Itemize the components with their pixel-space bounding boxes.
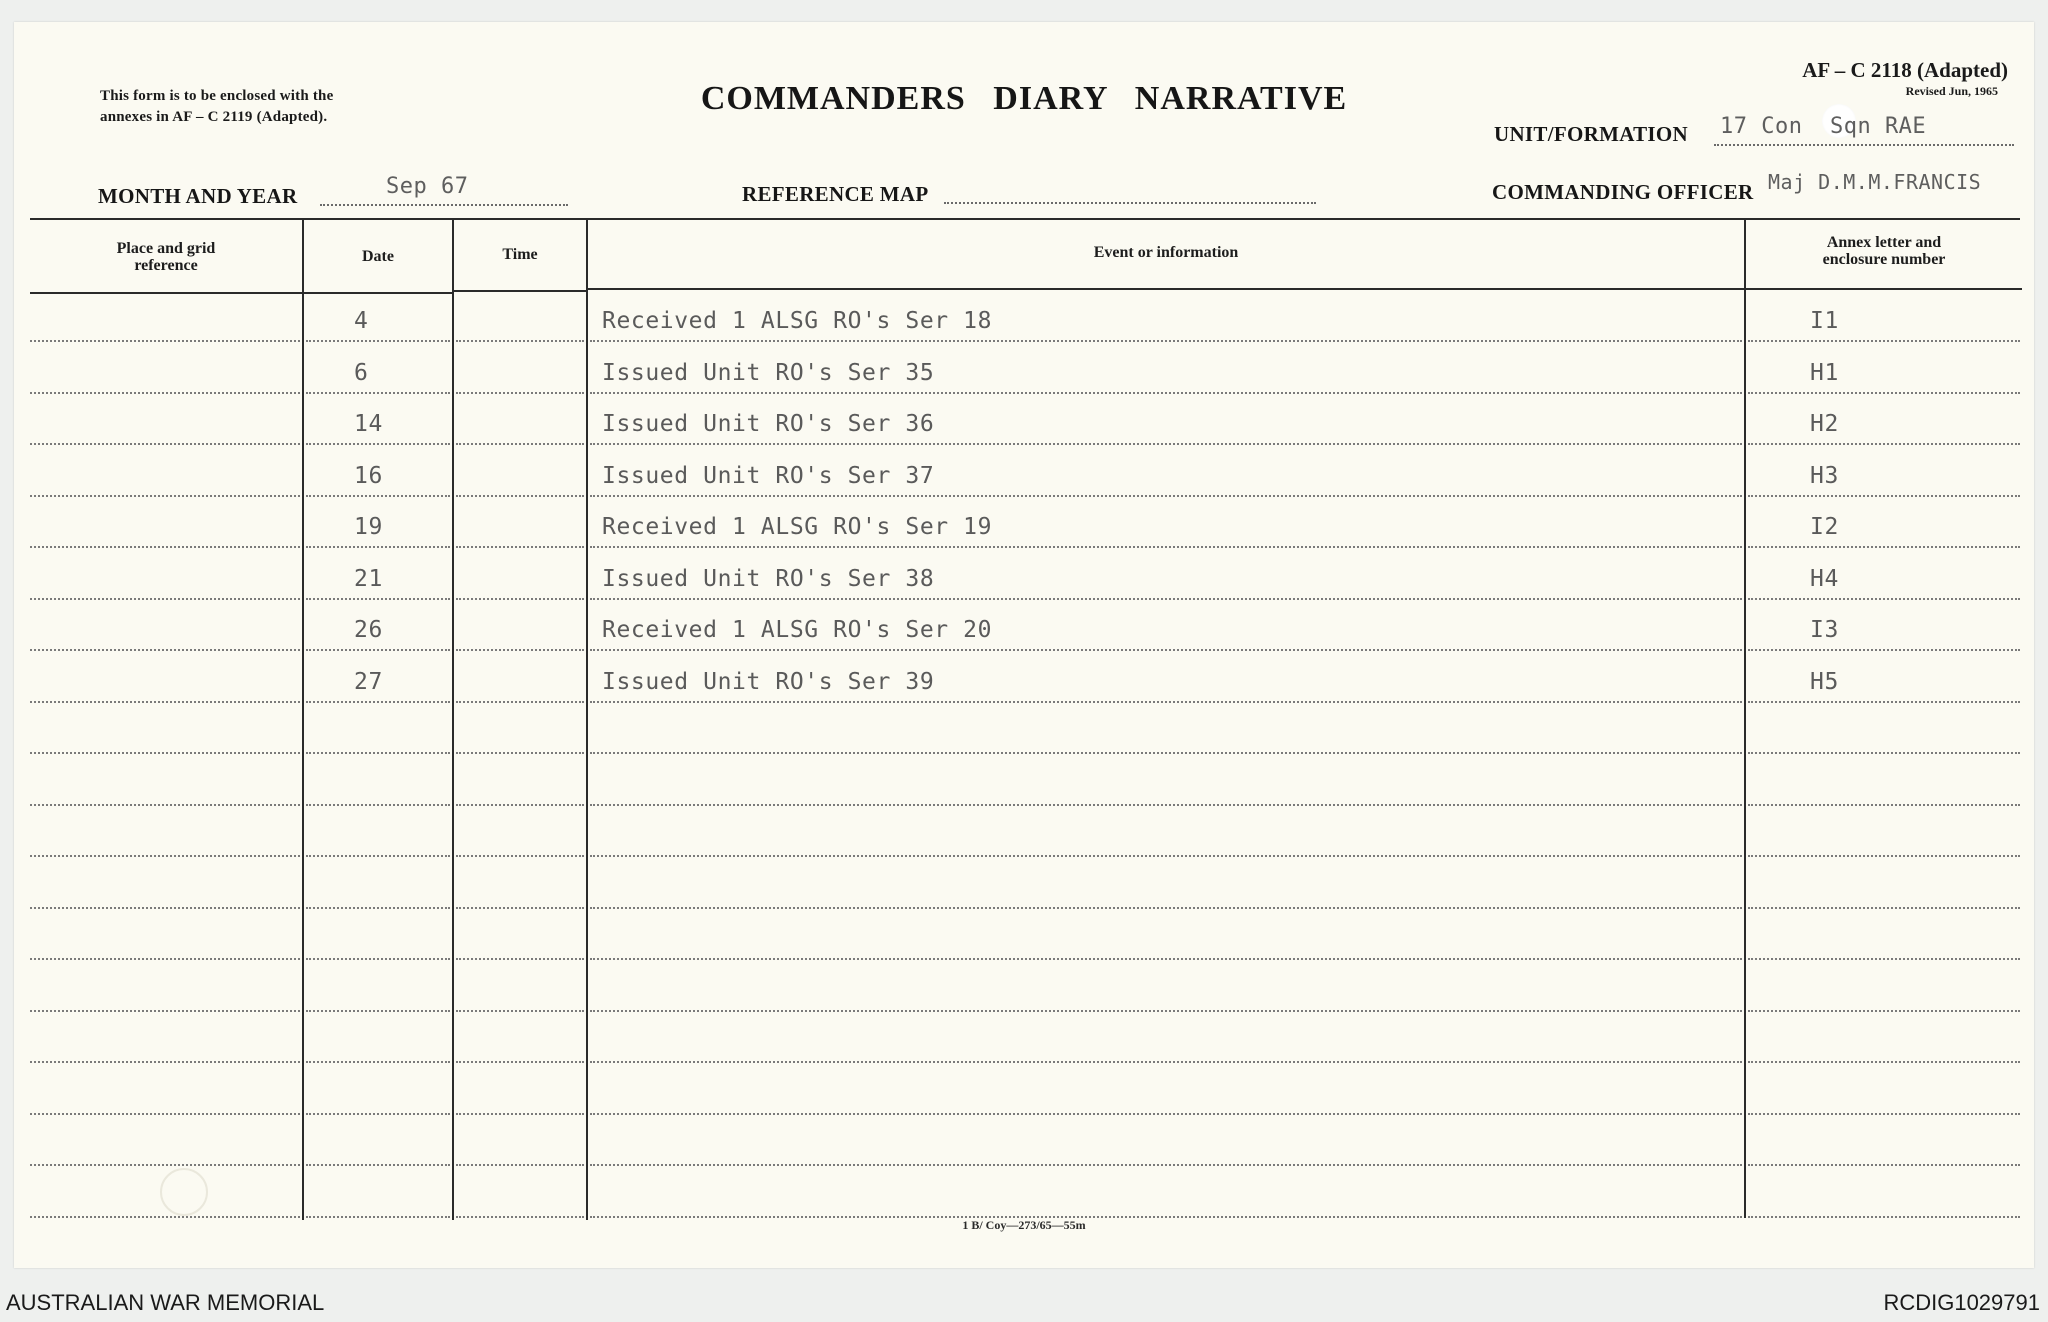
- commanding-officer-value: Maj D.M.M.FRANCIS: [1768, 170, 1982, 194]
- reference-map-line: [944, 202, 1316, 204]
- row-rule-time: [456, 752, 584, 754]
- row-rule-time: [456, 701, 584, 703]
- row-event: Issued Unit RO's Ser 35: [602, 360, 935, 386]
- row-rule-event: [590, 1010, 1742, 1012]
- row-rule-place: [30, 495, 300, 497]
- row-rule-date: [306, 1010, 450, 1012]
- reference-map-label: REFERENCE MAP: [742, 182, 929, 206]
- row-rule-event: [590, 752, 1742, 754]
- row-rule-event: [590, 598, 1742, 600]
- archive-institution: AUSTRALIAN WAR MEMORIAL: [6, 1290, 325, 1315]
- row-rule-event: [590, 392, 1742, 394]
- row-rule-time: [456, 392, 584, 394]
- row-rule-annex: [1748, 1010, 2020, 1012]
- row-rule-place: [30, 546, 300, 548]
- row-annex: I3: [1810, 617, 1839, 643]
- row-rule-annex: [1748, 804, 2020, 806]
- row-rule-date: [306, 495, 450, 497]
- row-date: 16: [354, 463, 383, 489]
- row-annex: I1: [1810, 308, 1839, 334]
- enclosure-note-line2: annexes in AF – C 2119 (Adapted).: [100, 109, 328, 125]
- header-bottom-rule-time: [454, 290, 586, 292]
- row-rule-date: [306, 392, 450, 394]
- row-rule-place: [30, 392, 300, 394]
- form-title-text: COMMANDERS DIARY NARRATIVE: [700, 80, 1348, 117]
- header-event: Event or information: [1093, 244, 1239, 261]
- row-rule-annex: [1748, 1113, 2020, 1115]
- enclosure-note-line1: This form is to be enclosed with the: [100, 88, 334, 104]
- row-rule-place: [30, 804, 300, 806]
- row-rule-time: [456, 495, 584, 497]
- col-divider-annex: [1744, 220, 1746, 1218]
- header-bottom-rule-date: [304, 292, 452, 294]
- row-rule-event: [590, 443, 1742, 445]
- print-code: 1 B/ Coy—273/65—55m: [962, 1218, 1086, 1232]
- month-year-label: MONTH AND YEAR: [98, 184, 298, 208]
- row-date: 4: [354, 308, 369, 334]
- row-rule-annex: [1748, 1061, 2020, 1063]
- form-title: [14, 80, 2034, 118]
- row-rule-date: [306, 855, 450, 857]
- row-event: Issued Unit RO's Ser 39: [602, 669, 935, 695]
- row-rule-time: [456, 855, 584, 857]
- row-rule-time: [456, 546, 584, 548]
- row-event: Issued Unit RO's Ser 38: [602, 566, 935, 592]
- row-date: 14: [354, 411, 383, 437]
- row-event: Received 1 ALSG RO's Ser 18: [602, 308, 993, 334]
- row-event: Issued Unit RO's Ser 37: [602, 463, 935, 489]
- row-rule-date: [306, 701, 450, 703]
- row-rule-date: [306, 1164, 450, 1166]
- col-divider-time: [452, 220, 454, 1220]
- row-rule-annex: [1748, 495, 2020, 497]
- row-rule-date: [306, 907, 450, 909]
- header-place-line2: reference: [134, 257, 198, 274]
- row-rule-place: [30, 1061, 300, 1063]
- row-rule-event: [590, 340, 1742, 342]
- row-rule-time: [456, 598, 584, 600]
- row-rule-place: [30, 649, 300, 651]
- row-rule-time: [456, 1061, 584, 1063]
- row-rule-date: [306, 804, 450, 806]
- row-event: Received 1 ALSG RO's Ser 19: [602, 514, 993, 540]
- diary-form-sheet: [14, 22, 2034, 1268]
- row-rule-place: [30, 701, 300, 703]
- row-rule-time: [456, 1113, 584, 1115]
- row-rule-time: [456, 958, 584, 960]
- row-rule-time: [456, 1010, 584, 1012]
- row-rule-annex: [1748, 649, 2020, 651]
- embossed-seal: [160, 1168, 208, 1216]
- row-annex: I2: [1810, 514, 1839, 540]
- archive-record-id: RCDIG1029791: [1883, 1290, 2040, 1315]
- row-annex: H4: [1810, 566, 1839, 592]
- row-rule-annex: [1748, 701, 2020, 703]
- col-divider-event: [586, 220, 588, 1220]
- row-rule-place: [30, 907, 300, 909]
- row-rule-place: [30, 958, 300, 960]
- row-rule-place: [30, 443, 300, 445]
- row-rule-annex: [1748, 907, 2020, 909]
- row-rule-place: [30, 598, 300, 600]
- form-revised-date: Revised Jun, 1965: [1905, 84, 1998, 98]
- header-annex: [1746, 234, 2022, 268]
- header-place: [30, 240, 302, 274]
- row-rule-annex: [1748, 958, 2020, 960]
- row-rule-annex: [1748, 855, 2020, 857]
- row-annex: H2: [1810, 411, 1839, 437]
- row-rule-annex: [1748, 443, 2020, 445]
- row-rule-date: [306, 598, 450, 600]
- row-rule-time: [456, 804, 584, 806]
- row-rule-annex: [1748, 598, 2020, 600]
- row-rule-event: [590, 855, 1742, 857]
- header-bottom-rule-annex: [1746, 288, 2022, 290]
- row-rule-annex: [1748, 1164, 2020, 1166]
- header-annex-line2: enclosure number: [1822, 251, 1946, 268]
- row-rule-event: [590, 1061, 1742, 1063]
- month-year-value: Sep 67: [386, 174, 469, 199]
- row-rule-event: [590, 701, 1742, 703]
- row-rule-date: [306, 958, 450, 960]
- row-rule-date: [306, 443, 450, 445]
- row-rule-date: [306, 649, 450, 651]
- row-rule-annex: [1748, 752, 2020, 754]
- month-year-line: [320, 204, 568, 206]
- unit-formation-label: UNIT/FORMATION: [1494, 122, 1688, 146]
- row-date: 21: [354, 566, 383, 592]
- table-top-rule: [30, 218, 2020, 220]
- row-rule-time: [456, 1164, 584, 1166]
- row-annex: H3: [1810, 463, 1839, 489]
- header-place-line1: Place and grid: [116, 240, 216, 257]
- unit-formation-value: 17 Con Sqn RAE: [1720, 114, 1927, 139]
- header-date: Date: [362, 248, 394, 265]
- row-date: 6: [354, 360, 369, 386]
- header-time: Time: [502, 246, 538, 263]
- row-rule-event: [590, 546, 1742, 548]
- row-rule-event: [590, 804, 1742, 806]
- row-rule-event: [590, 958, 1742, 960]
- row-date: 27: [354, 669, 383, 695]
- row-annex: H5: [1810, 669, 1839, 695]
- row-rule-place: [30, 340, 300, 342]
- col-divider-date: [302, 220, 304, 1220]
- header-bottom-rule-place: [30, 292, 302, 294]
- unit-formation-line: [1714, 144, 2014, 146]
- row-rule-event: [590, 1113, 1742, 1115]
- row-rule-date: [306, 546, 450, 548]
- row-event: Received 1 ALSG RO's Ser 20: [602, 617, 993, 643]
- row-rule-event: [590, 649, 1742, 651]
- row-rule-time: [456, 340, 584, 342]
- row-annex: H1: [1810, 360, 1839, 386]
- row-rule-event: [590, 1164, 1742, 1166]
- row-rule-place: [30, 1010, 300, 1012]
- row-rule-annex: [1748, 546, 2020, 548]
- row-rule-place: [30, 752, 300, 754]
- commanding-officer-label: COMMANDING OFFICER: [1492, 180, 1754, 204]
- row-rule-annex: [1748, 340, 2020, 342]
- row-rule-event: [590, 495, 1742, 497]
- row-rule-time: [456, 649, 584, 651]
- row-rule-place: [30, 855, 300, 857]
- row-rule-time: [456, 907, 584, 909]
- row-rule-date: [306, 340, 450, 342]
- row-rule-date: [306, 1113, 450, 1115]
- row-rule-event: [590, 907, 1742, 909]
- row-rule-time: [456, 443, 584, 445]
- row-rule-annex: [1748, 392, 2020, 394]
- header-annex-line1: Annex letter and: [1826, 234, 1942, 251]
- header-bottom-rule-event: [588, 288, 1744, 290]
- row-date: 19: [354, 514, 383, 540]
- row-rule-date: [306, 1061, 450, 1063]
- row-rule-place: [30, 1164, 300, 1166]
- row-rule-place: [30, 1113, 300, 1115]
- row-rule-date: [306, 752, 450, 754]
- form-number: AF – C 2118 (Adapted): [1802, 58, 2008, 82]
- row-event: Issued Unit RO's Ser 36: [602, 411, 935, 437]
- row-date: 26: [354, 617, 383, 643]
